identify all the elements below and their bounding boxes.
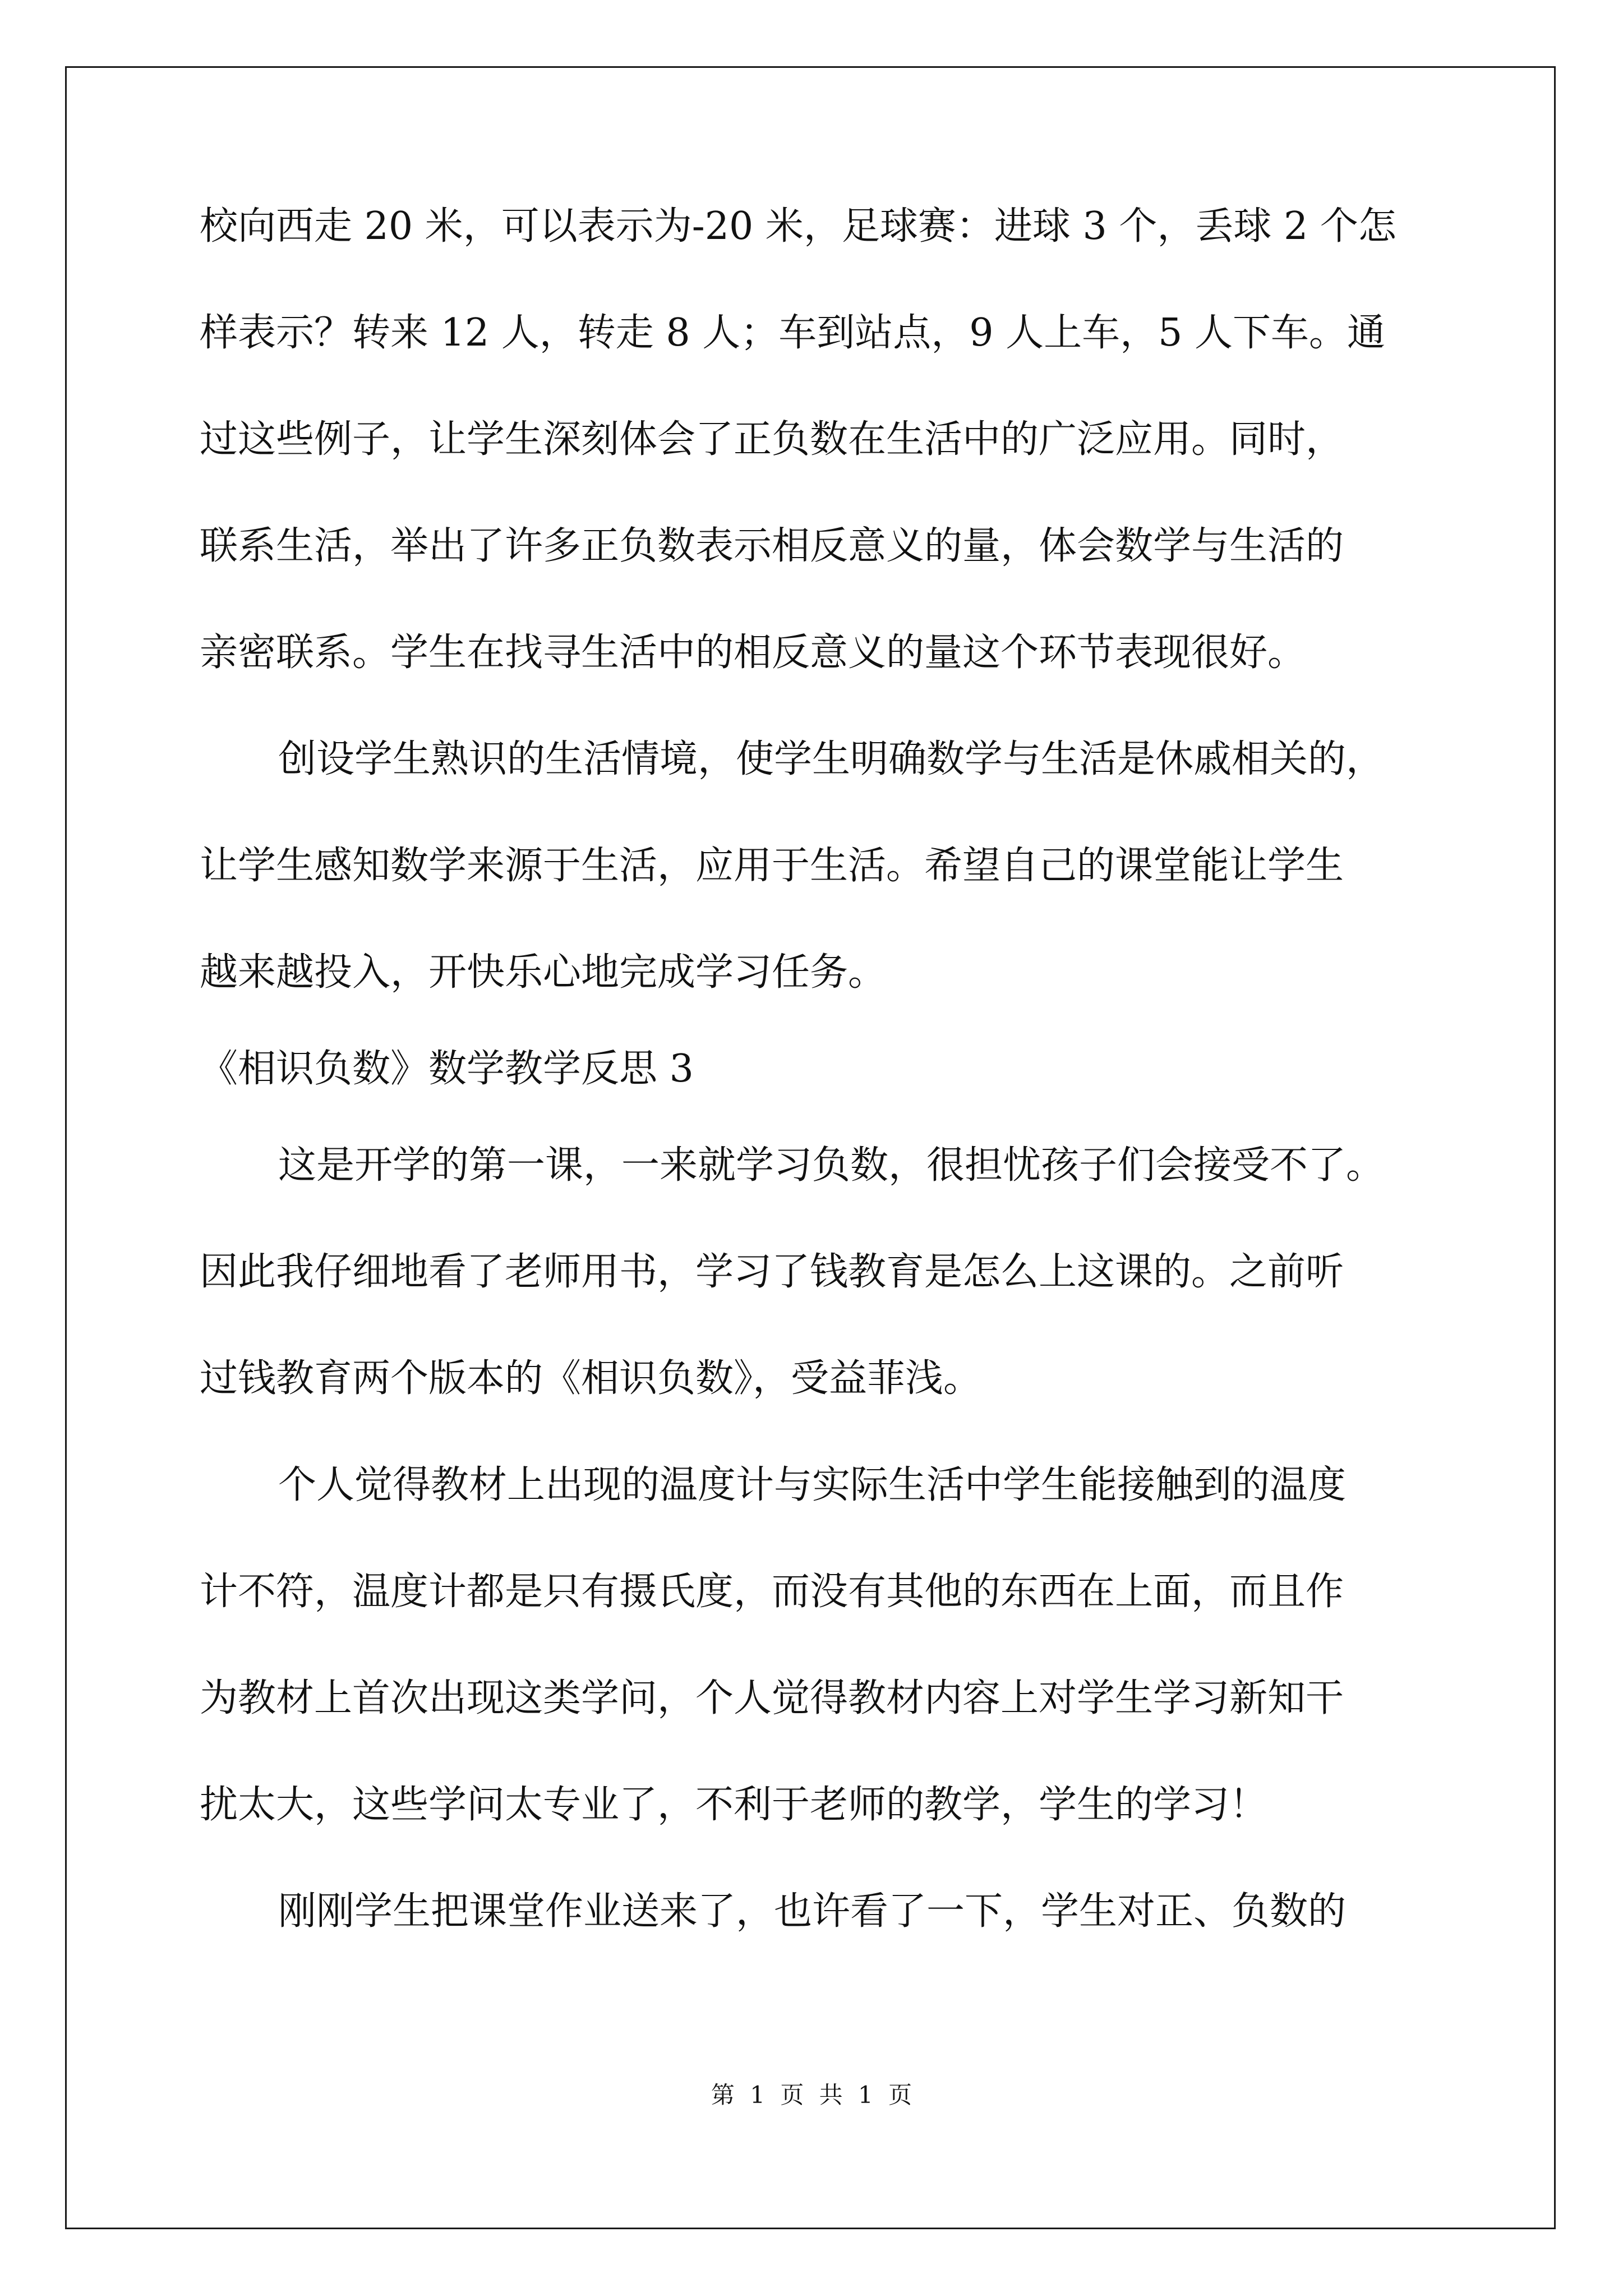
text-line: 校向西走 20 米，可以表示为-20 米，足球赛：进球 3 个，丢球 2 个怎	[200, 204, 1396, 249]
text-line: 亲密联系。学生在找寻生活中的相反意义的量这个环节表现很好。	[200, 631, 1306, 675]
text-line: 因此我仔细地看了老师用书，学习了钱教育是怎么上这课的。之前听	[200, 1250, 1344, 1294]
page-footer: 第 1 页 共 1 页	[711, 2081, 912, 2109]
text-line: 计不符，温度计都是只有摄氏度，而没有其他的东西在上面，而且作	[200, 1570, 1344, 1614]
text-line: 让学生感知数学来源于生活，应用于生活。希望自己的课堂能让学生	[200, 844, 1344, 888]
text-line: 过钱教育两个版本的《相识负数》，受益菲浅。	[200, 1356, 982, 1401]
paragraph-start: 这是开学的第一课，一来就学习负数，很担忧孩子们会接受不了。	[278, 1143, 1385, 1188]
text-line: 为教材上首次出现这类学问，个人觉得教材内容上对学生学习新知干	[200, 1676, 1344, 1720]
text-line: 越来越投入，开快乐心地完成学习任务。	[200, 950, 887, 995]
paragraph-start: 创设学生熟识的生活情境，使学生明确数学与生活是休戚相关的，	[278, 737, 1385, 781]
text-line: 样表示？转来 12 人，转走 8 人；车到站点，9 人上车，5 人下车。通	[200, 311, 1386, 355]
text-line: 联系生活，举出了许多正负数表示相反意义的量，体会数学与生活的	[200, 524, 1344, 568]
paragraph-start: 个人觉得教材上出现的温度计与实际生活中学生能接触到的温度	[278, 1463, 1347, 1507]
text-line: 扰太大，这些学问太专业了，不利于老师的教学，学生的学习！	[200, 1783, 1268, 1827]
document-body	[200, 204, 1428, 1999]
paragraph-start: 刚刚学生把课堂作业送来了，也许看了一下，学生对正、负数的	[278, 1889, 1347, 1934]
text-line: 过这些例子，让学生深刻体会了正负数在生活中的广泛应用。同时，	[200, 417, 1344, 462]
section-heading: 《相识负数》数学教学反思 3	[200, 1047, 694, 1091]
